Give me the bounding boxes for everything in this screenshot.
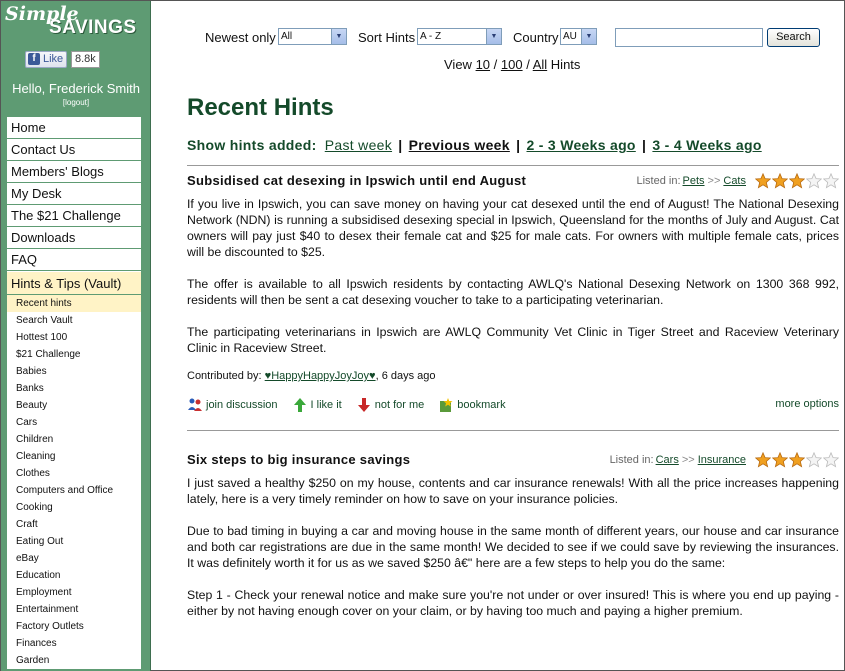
facebook-icon: f <box>28 53 40 65</box>
nav-item-21-challenge[interactable]: The $21 Challenge <box>7 205 141 227</box>
page-title: Recent Hints <box>187 94 334 121</box>
separator: | <box>641 137 647 153</box>
hint-paragraph: The participating veterinarians in Ipswich are AWLQ Community Vet Clinic in Tiger Street and Raceview Veterinary Clinic in Raceview Street. <box>187 325 839 355</box>
hint-actions <box>187 394 839 416</box>
view-count-selector: View 10 / 100 / All Hints <box>444 57 581 72</box>
like-label: I like it <box>310 399 342 411</box>
join-discussion-button[interactable] <box>187 397 278 413</box>
bookmark-label: bookmark <box>457 399 506 411</box>
hint-paragraph: If you live in Ipswich, you can save money on having your cat desexed until the end of August! The National Desexing Network (NDN) is running a subsidised desexing special in Ipswich, Queensland for the months of July and August. Cat owners will pay just $40 to desex their female cat and $25 for male cats. For owners with multiple female cats, prices will be discounted to $25. <box>187 197 839 259</box>
star-empty-icon[interactable] <box>806 173 822 189</box>
show-hints-label: Show hints added: <box>187 137 317 153</box>
period-past-week-link[interactable]: Past week <box>324 137 393 153</box>
subnav-item[interactable]: Eating Out <box>16 536 64 547</box>
subnav-item[interactable]: Beauty <box>16 400 48 411</box>
subnav-item[interactable]: Computers and Office <box>16 485 114 496</box>
separator: | <box>398 137 403 153</box>
chevron-down-icon: ▼ <box>331 29 346 44</box>
facebook-like-count: 8.8k <box>71 51 100 68</box>
hint-paragraph: I just saved a healthy $250 on my house, contents and car insurance renewals! With all the price increases happening lately, here is a very timely reminder on how to save on your insurance policies. <box>187 476 839 506</box>
subnav-item[interactable]: Craft <box>16 519 38 530</box>
hint-item <box>187 445 839 619</box>
category-link[interactable]: Cars <box>655 454 679 466</box>
facebook-like-button[interactable] <box>25 51 67 68</box>
country-select-value: AU <box>563 31 577 42</box>
subnav-item[interactable]: Finances <box>16 638 57 649</box>
logout-link[interactable]: [logout] <box>62 98 90 107</box>
sort-label: Sort Hints <box>358 30 416 45</box>
country-select[interactable] <box>560 28 597 45</box>
period-3-4-weeks-link[interactable]: 3 - 4 Weeks ago <box>652 137 762 153</box>
logo-savings: SAVINGS <box>49 17 137 38</box>
chevron-down-icon: ▼ <box>581 29 596 44</box>
subnav-item[interactable]: Search Vault <box>16 315 73 326</box>
subnav-item[interactable]: eBay <box>16 553 39 564</box>
nav-item-faq[interactable]: FAQ <box>7 249 141 271</box>
subnav-item[interactable]: Clothes <box>16 468 50 479</box>
contributed-by-label: Contributed by: <box>187 370 262 382</box>
subnav-item[interactable]: $21 Challenge <box>16 349 81 360</box>
hint-item <box>187 166 839 416</box>
main-content <box>187 93 839 635</box>
star-rating[interactable] <box>754 452 839 468</box>
chevron-down-icon: ▼ <box>486 29 501 44</box>
listed-in-label: Listed in: <box>636 175 681 187</box>
subnav-item[interactable]: Factory Outlets <box>16 621 84 632</box>
category-link[interactable]: Pets <box>682 175 705 187</box>
hint-body <box>187 475 839 619</box>
breadcrumb-separator: >> <box>681 454 695 466</box>
view-suffix: Hints <box>550 57 581 72</box>
search-input[interactable] <box>615 28 763 47</box>
bookmark-button[interactable] <box>438 397 505 413</box>
newest-label: Newest only <box>205 30 276 45</box>
facebook-like-widget <box>25 50 100 68</box>
sidebar <box>1 1 151 671</box>
hint-body <box>187 196 839 356</box>
contributor-line <box>187 370 839 388</box>
star-filled-icon[interactable] <box>755 452 771 468</box>
hint-categories <box>610 449 839 471</box>
country-label: Country <box>513 30 559 45</box>
star-filled-icon[interactable] <box>772 452 788 468</box>
subnav-item[interactable]: Recent hints <box>7 295 141 312</box>
user-greeting: Hello, Frederick Smith <box>12 81 140 96</box>
subnav-item[interactable]: Entertainment <box>16 604 79 615</box>
subnav-item[interactable]: Babies <box>16 366 47 377</box>
view-all-link[interactable]: All <box>532 57 548 72</box>
newest-select[interactable] <box>278 28 347 45</box>
logo-simple: Simple <box>5 3 79 25</box>
subnav-item[interactable]: Hottest 100 <box>16 332 68 343</box>
hint-age: , 6 days ago <box>375 370 436 382</box>
period-2-3-weeks-link[interactable]: 2 - 3 Weeks ago <box>526 137 636 153</box>
main-nav <box>7 117 141 669</box>
nav-item-contact-us[interactable]: Contact Us <box>7 139 141 161</box>
bookmark-star-icon <box>438 397 454 413</box>
star-filled-icon[interactable] <box>772 173 788 189</box>
newest-select-value: All <box>281 31 293 42</box>
hint-title[interactable]: Six steps to big insurance savings <box>187 452 411 467</box>
search-button[interactable]: Search <box>767 28 820 47</box>
subnav-item[interactable]: Children <box>16 434 54 445</box>
listed-in-label: Listed in: <box>609 454 654 466</box>
category-link[interactable]: Cats <box>723 175 746 187</box>
breadcrumb-separator: >> <box>707 175 721 187</box>
hint-paragraph: The offer is available to all Ipswich residents by contacting AWLQ's National Desexing Network on 1300 368 992, residents will then be sent a cat desexing voucher to take to a participating veterinarian. <box>187 277 839 307</box>
nav-item-my-desk[interactable]: My Desk <box>7 183 141 205</box>
star-filled-icon[interactable] <box>789 173 805 189</box>
star-filled-icon[interactable] <box>755 173 771 189</box>
view-100-link[interactable]: 100 <box>500 57 523 72</box>
thumbs-up-arrow-icon <box>292 397 308 413</box>
subnav-item[interactable]: Banks <box>16 383 44 394</box>
dislike-label: not for me <box>374 399 425 411</box>
sort-select[interactable] <box>417 28 502 45</box>
like-button[interactable] <box>292 397 342 413</box>
hint-paragraph: Due to bad timing in buying a car and moving house in the same month of different years, our house and car insurance and both car registrations are due in the same month! We decided to see if we could save by reviewing the insurances. It was definitely worth it for us as we saved $250 â€" here are a few steps to help you do the same: <box>187 524 839 570</box>
period-previous-week-link[interactable]: Previous week <box>408 137 510 153</box>
join-discussion-label: join discussion <box>206 399 278 411</box>
hints-subnav <box>7 295 141 669</box>
subnav-item[interactable]: Employment <box>16 587 72 598</box>
nav-item-downloads[interactable]: Downloads <box>7 227 141 249</box>
subnav-item[interactable]: Cars <box>16 417 38 428</box>
star-rating[interactable] <box>754 173 839 189</box>
nav-item-hints-tips-vault[interactable]: Hints & Tips (Vault) <box>7 271 141 295</box>
view-10-link[interactable]: 10 <box>475 57 491 72</box>
filter-bar <box>151 27 845 49</box>
subnav-item[interactable]: Cooking <box>16 502 53 513</box>
dislike-button[interactable] <box>356 397 425 413</box>
nav-item-home[interactable]: Home <box>7 117 141 139</box>
hint-period-filter <box>187 137 839 161</box>
category-link[interactable]: Insurance <box>697 454 746 466</box>
hint-title[interactable]: Subsidised cat desexing in Ipswich until end August <box>187 173 527 188</box>
site-logo[interactable] <box>5 3 147 41</box>
star-filled-icon[interactable] <box>789 452 805 468</box>
sort-select-value: A - Z <box>420 31 442 42</box>
hint-paragraph: Step 1 - Check your renewal notice and make sure you're not under or over insured! This is where you end up paying - either by not having enough cover on your claim, or by having too much and paying a higher premium. <box>187 588 839 618</box>
star-empty-icon[interactable] <box>806 452 822 468</box>
contributor-link[interactable]: ♥HappyHappyJoyJoy♥ <box>264 370 376 382</box>
hint-categories <box>636 170 839 192</box>
thumbs-down-arrow-icon <box>356 397 372 413</box>
subnav-item[interactable]: Education <box>16 570 61 581</box>
facebook-like-label: Like <box>43 53 64 65</box>
star-empty-icon[interactable] <box>823 452 839 468</box>
divider <box>187 430 839 431</box>
subnav-item[interactable]: Garden <box>16 655 50 666</box>
subnav-item[interactable]: Cleaning <box>16 451 56 462</box>
more-options-link[interactable]: more options <box>775 398 839 410</box>
nav-item-members-blogs[interactable]: Members' Blogs <box>7 161 141 183</box>
star-empty-icon[interactable] <box>823 173 839 189</box>
people-icon <box>187 397 203 413</box>
separator: | <box>516 137 521 153</box>
view-label: View <box>444 57 472 72</box>
